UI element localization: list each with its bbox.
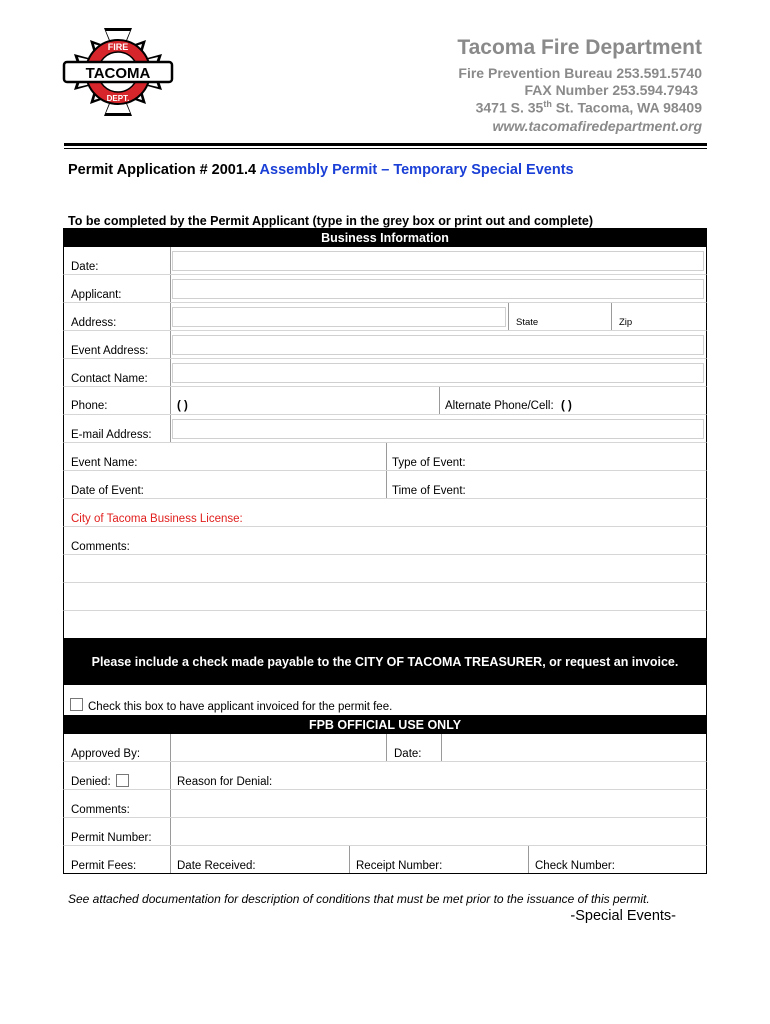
- business-info-header: Business Information: [63, 228, 707, 247]
- state-label: State: [516, 317, 539, 328]
- column-divider: [439, 387, 440, 414]
- denied-checkbox[interactable]: [116, 774, 129, 787]
- column-divider: [170, 331, 171, 358]
- official-use-header: FPB OFFICIAL USE ONLY: [63, 715, 707, 734]
- alt-phone-label: Alternate Phone/Cell:: [445, 400, 554, 412]
- payment-notice: Please include a check made payable to the CITY OF TACOMA TREASURER, or request an invoice.: [63, 638, 707, 685]
- invoice-row: [63, 685, 707, 715]
- applicant-row: [63, 275, 707, 303]
- column-divider: [441, 734, 442, 761]
- address-number: 3471 S. 35: [475, 99, 544, 116]
- comments-line[interactable]: [63, 611, 707, 638]
- check-number-label: Check Number:: [535, 860, 615, 872]
- column-divider: [386, 443, 387, 470]
- date-received-label: Date Received:: [177, 860, 256, 872]
- column-divider: [170, 818, 171, 845]
- comments-label: Comments:: [71, 541, 130, 553]
- address-suffix: th: [543, 99, 552, 109]
- phone-label: Phone:: [71, 400, 108, 412]
- denied-row: [63, 762, 707, 790]
- permit-fees-label: Permit Fees:: [71, 860, 137, 872]
- date-row: [63, 247, 707, 275]
- reason-for-denial-label: Reason for Denial:: [177, 776, 273, 788]
- permit-number-row: [63, 818, 707, 846]
- zip-label: Zip: [619, 317, 633, 328]
- official-comments-label: Comments:: [71, 804, 130, 816]
- column-divider: [528, 846, 529, 873]
- denied-label: Denied:: [71, 776, 111, 788]
- logo-bottom-text: DEPT.: [106, 94, 130, 103]
- street-address: [476, 99, 702, 116]
- applicant-field[interactable]: [172, 279, 704, 299]
- column-divider: [170, 846, 171, 873]
- approved-row: [63, 734, 707, 762]
- email-field[interactable]: [172, 419, 704, 439]
- event-address-label: Event Address:: [71, 345, 149, 357]
- tacoma-fire-dept-logo: [58, 26, 178, 118]
- column-divider: [170, 247, 171, 274]
- official-date-label: Date:: [394, 748, 422, 760]
- email-row: [63, 415, 707, 443]
- permit-number-label: Permit Number:: [71, 832, 152, 844]
- column-divider: [170, 762, 171, 789]
- date-field[interactable]: [172, 251, 704, 271]
- column-divider: [508, 303, 509, 330]
- contact-name-label: Contact Name:: [71, 373, 148, 385]
- column-divider: [170, 275, 171, 302]
- event-address-field[interactable]: [172, 335, 704, 355]
- column-divider: [170, 734, 171, 761]
- applicant-label: Applicant:: [71, 289, 122, 301]
- column-divider: [349, 846, 350, 873]
- date-of-event-label: Date of Event:: [71, 485, 144, 497]
- fees-row: [63, 846, 707, 874]
- contact-name-field[interactable]: [172, 363, 704, 383]
- alt-phone-area-code[interactable]: ( ): [561, 400, 572, 412]
- website-link[interactable]: www.tacomafiredepartment.org: [492, 118, 702, 134]
- date-label: Date:: [71, 261, 99, 273]
- comments-line[interactable]: [63, 583, 707, 611]
- address-rest: St. Tacoma, WA 98409: [551, 99, 702, 116]
- bureau-phone: Fire Prevention Bureau 253.591.5740: [458, 65, 702, 81]
- header-rule-thin: [64, 148, 707, 149]
- event-name-label: Event Name:: [71, 457, 138, 469]
- business-license-label: City of Tacoma Business License:: [71, 513, 243, 525]
- phone-row: [63, 387, 707, 415]
- address-row: [63, 303, 707, 331]
- logo-top-text: FIRE: [107, 42, 129, 52]
- approved-by-label: Approved By:: [71, 748, 141, 760]
- invoice-label: Check this box to have applicant invoiced for the permit fee.: [88, 701, 393, 713]
- column-divider: [170, 790, 171, 817]
- event-address-row: [63, 331, 707, 359]
- type-of-event-label: Type of Event:: [392, 457, 466, 469]
- comments-row: [63, 527, 707, 555]
- permit-form: [63, 228, 707, 874]
- header-rule: [64, 143, 707, 146]
- column-divider: [386, 734, 387, 761]
- event-name-row: [63, 443, 707, 471]
- column-divider: [386, 471, 387, 498]
- instructions: To be completed by the Permit Applicant (type in the grey box or print out and complete): [68, 214, 594, 228]
- department-title: Tacoma Fire Department: [457, 36, 702, 59]
- comments-line[interactable]: [63, 555, 707, 583]
- date-of-event-row: [63, 471, 707, 499]
- logo-center-text: TACOMA: [85, 65, 151, 82]
- official-comments-row: [63, 790, 707, 818]
- column-divider: [611, 303, 612, 330]
- phone-area-code[interactable]: ( ): [177, 400, 188, 412]
- fax-number: FAX Number 253.594.7943: [524, 82, 698, 98]
- time-of-event-label: Time of Event:: [392, 485, 466, 497]
- address-field[interactable]: [172, 307, 506, 327]
- license-row: [63, 499, 707, 527]
- invoice-checkbox[interactable]: [70, 698, 83, 711]
- column-divider: [170, 359, 171, 386]
- column-divider: [170, 387, 171, 414]
- permit-title: [68, 162, 574, 178]
- receipt-number-label: Receipt Number:: [356, 860, 443, 872]
- email-label: E-mail Address:: [71, 429, 152, 441]
- column-divider: [170, 415, 171, 442]
- contact-name-row: [63, 359, 707, 387]
- footer-tag: -Special Events-: [570, 908, 676, 924]
- permit-type: Assembly Permit – Temporary Special Events: [259, 162, 574, 178]
- permit-number: Permit Application # 2001.4: [68, 162, 257, 178]
- column-divider: [170, 303, 171, 330]
- address-label: Address:: [71, 317, 117, 329]
- footer-note: See attached documentation for description of conditions that must be met prior to the issuance of this permit.: [68, 892, 650, 906]
